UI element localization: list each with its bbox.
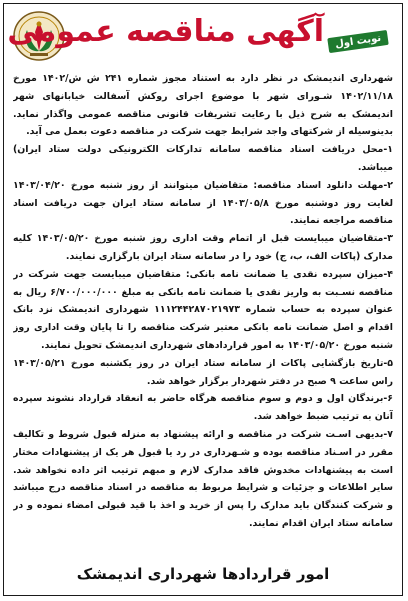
issuer-signature: امور قراردادها شهرداری اندیمشک xyxy=(76,565,330,583)
clause-5: ۵-تاریخ بازگشایی پاکات از سامانه ستاد ایران در روز یکشنبه مورخ ۱۴۰۳/۰۵/۲۱ راس ساعت ۹ صبح در دفتر شهردار برگزار خواهد شد. xyxy=(13,357,393,387)
intro-paragraph: شهرداری اندیمشک در نظر دارد به استناد مجوز شماره ۲۴۱ ش ش/۱۴۰۲ مورخ ۱۴۰۲/۱۱/۱۸ شـورای شهر با موضوع اجرای روکش آسفالت خیابانهای شهر اندیمشک به شرح ذیل با رعایت تشریفات قانونی مناقصه عمومی واگذار نماید. بدینوسیله از شرکتهای واجد شرایط جهت شرکت در مناقصه دعوت بعمل می آید. xyxy=(13,73,393,138)
notice-header xyxy=(4,4,402,68)
notice-frame xyxy=(3,3,403,596)
clause-2: ۲-مهلت دانلود اسناد مناقصه: متقاضیان میتوانند از روز شنبه مورخ ۱۴۰۳/۰۴/۲۰ لغایت روز دوشنبه مورخ ۱۴۰۳/۰۵/۸ از سامانه ستاد ایران جهت دریافت اسناد مناقصه مراجعه نمایند. xyxy=(13,179,393,227)
edition-badge: نوبت اول xyxy=(327,30,389,53)
notice-title: آگهی مناقصه عمومی xyxy=(7,14,324,49)
clause-7: ۷-بدیهی اسـت شرکت در مناقصه و ارائه پیشنهاد به منزله قبول شروط و تکالیف مقرر در اسـناد مناقصه بوده و شـهرداری در رد یا قبول هر یک از پیشنهادات مختار است به پیشنهادات مخدوش فاقد مدارک لازم و مبهم ترتیب اثر داده نخواهد شد. سایر اطلاعات و جزئیات و شرایط مربوط به مناقصه در اسناد مناقصه درج میباشد و شرکت کنندگان باید مدارک را پس از خرید و اخذ با قید قبولی امضاء نموده و در سامانه ستاد ایران اقدام نمایند. xyxy=(13,428,393,529)
clause-3: ۳-متقاضیان میبایست قبل از اتمام وقت اداری روز شنبه مورخ ۱۴۰۳/۰۵/۲۰ کلیه مدارک (پاکات الف، ب، ج) خود را در سامانه ستاد ایران بارگزاری نمایند. xyxy=(13,233,393,262)
clause-1: ۱-محل دریافت اسناد مناقصه سامانه تدارکات الکترونیکی دولت ستاد ایران) میباشد. xyxy=(13,144,393,173)
clause-4: ۴-میزان سپرده نقدی یا ضمانت نامه بانکی: متقاضیان میبایست جهت شرکت در مناقصه نسـبت به واریز نقدی یا ضمانت نامه بانکی به مبلغ ۶/۷۰۰/۰۰۰/۰۰۰ ریال به عنوان سپرده به حساب شماره ۱۱۱۲۴۴۲۸۷۰۲۱۹۷۳ شهرداری اندیمشک نزد بانک اقدام و اصل ضمانت نامه بانکی معتبر شرکت مناقصه را تا پایان وقت اداری روز شنبه مورخ ۱۴۰۳/۰۵/۲۰ به امور قراردادهای شهرداری اندیمشک تحویل نمایند. xyxy=(13,268,393,351)
notice-body xyxy=(13,70,393,542)
clause-6: ۶-برندگان اول و دوم و سوم مناقصه هرگاه حاضر به انعقاد قرارداد نشوند سپرده آنان به ترتیب ضبط خواهد شد. xyxy=(13,393,393,423)
